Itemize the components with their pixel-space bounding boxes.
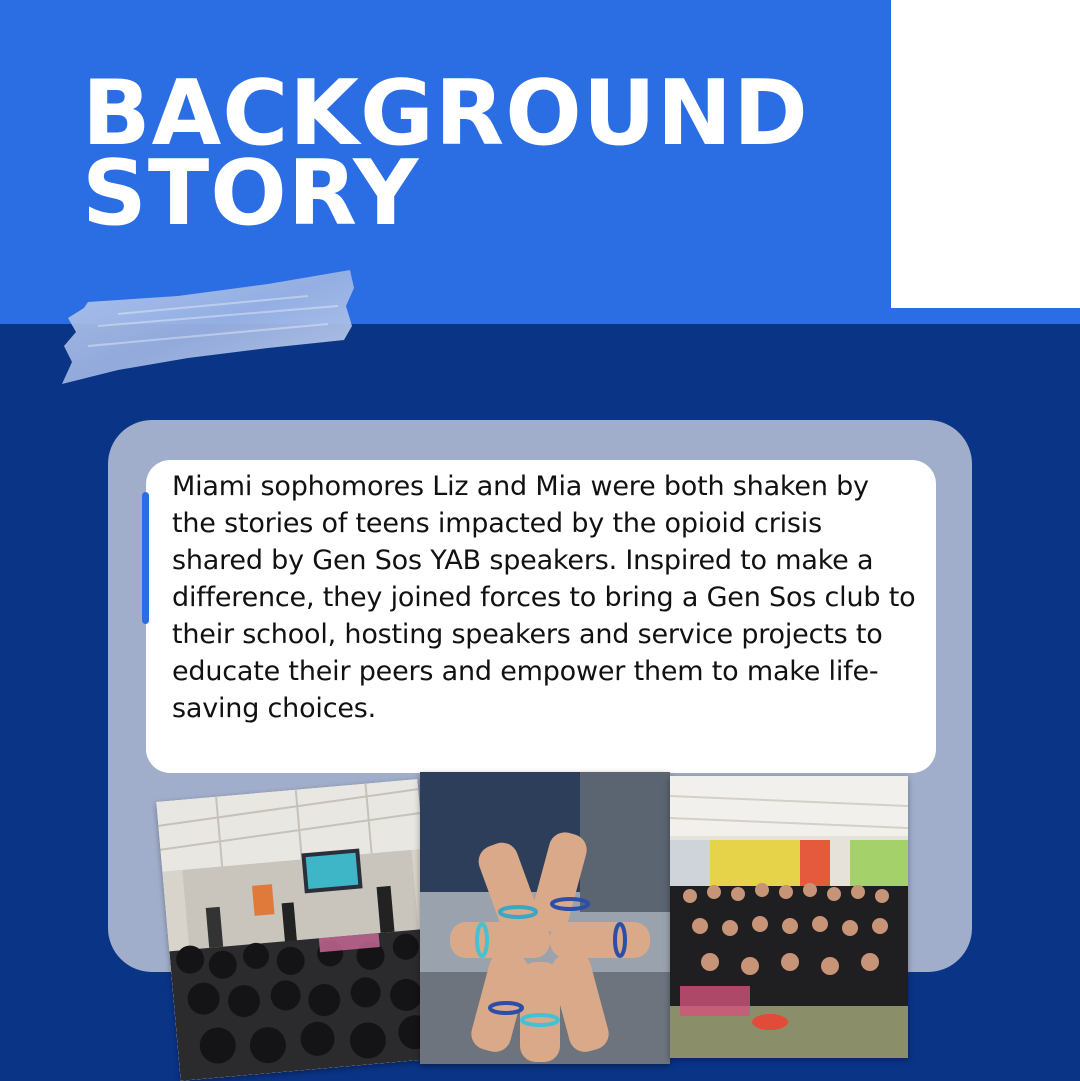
- story-text-box: [146, 460, 936, 773]
- story-text: Miami sophomores Liz and Mia were both shaken by the stories of teens impacted by the opioid crisis shared by Gen Sos YAB speakers. Inspired to make a difference, they joined forces to bring a Gen Sos club to their school, hosting speakers and service projects to educate their peers and empower them to make life-saving choices.: [172, 471, 916, 724]
- corner-white-block: [891, 0, 1080, 308]
- photo-classroom-presentation: [156, 779, 441, 1081]
- photo-hands-circle: [420, 772, 670, 1064]
- title-line-2: STORY: [82, 141, 420, 246]
- title-line-1: BACKGROUND: [82, 61, 809, 166]
- photo-group: [670, 776, 908, 1058]
- accent-bar: [142, 492, 149, 624]
- tape-decoration: [58, 266, 358, 388]
- page-title: [82, 61, 809, 246]
